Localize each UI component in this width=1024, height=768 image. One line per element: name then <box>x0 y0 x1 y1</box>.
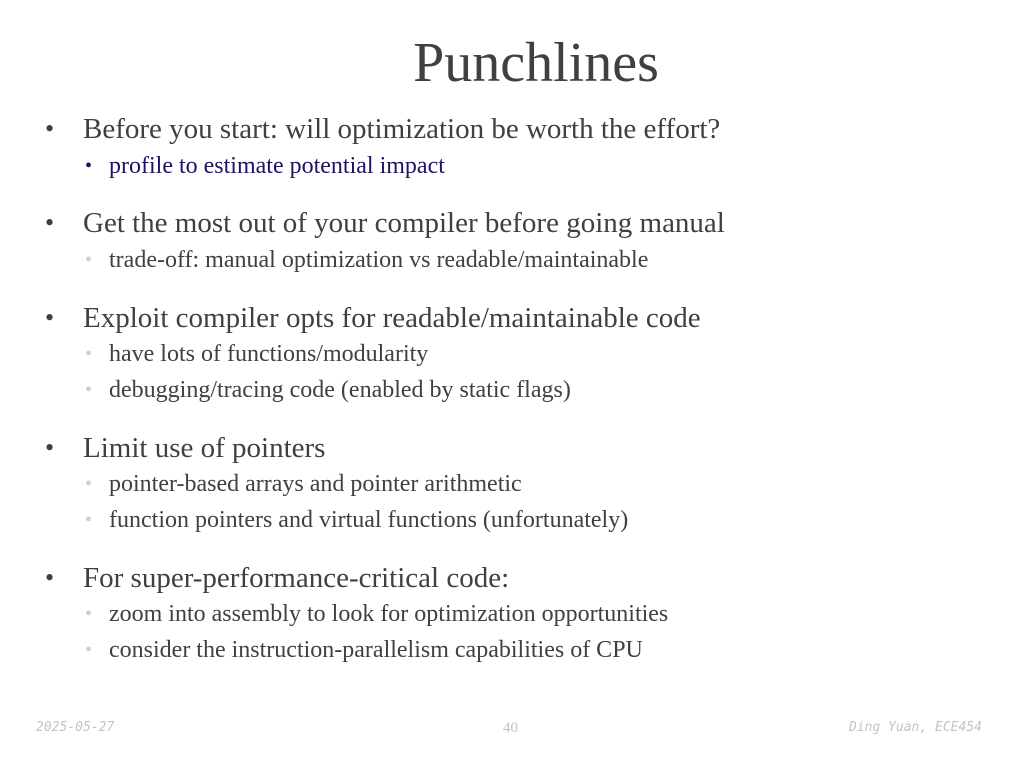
sub-bullet-text: zoom into assembly to look for optimization opportunities <box>109 601 669 627</box>
sub-bullet-dot-icon: • <box>85 155 93 177</box>
bullet-text: Before you start: will optimization be worth the effort? <box>83 113 721 145</box>
footer-date: 2025-05-27 <box>36 720 115 735</box>
bullet-text: Exploit compiler opts for readable/maintainable code <box>83 302 701 334</box>
sub-bullet-item <box>85 245 649 275</box>
sub-bullet-text: have lots of functions/modularity <box>109 341 429 367</box>
sub-bullet-item <box>85 151 445 181</box>
sub-bullet-item <box>85 505 629 535</box>
sub-bullet-item <box>85 635 643 665</box>
bullet-text: Get the most out of your compiler before going manual <box>83 207 725 239</box>
sub-bullet-text: consider the instruction-parallelism capabilities of CPU <box>109 637 643 663</box>
sub-bullet-item <box>85 599 669 629</box>
sub-bullet-item <box>85 375 571 405</box>
bullet-item <box>45 301 701 335</box>
sub-bullet-dot-icon: • <box>85 603 93 625</box>
page-number: 40 <box>503 720 518 736</box>
bullet-item <box>45 206 725 240</box>
sub-bullet-dot-icon: • <box>85 509 93 531</box>
bullet-dot-icon: • <box>45 303 55 332</box>
bullet-dot-icon: • <box>45 563 55 592</box>
sub-bullet-text: profile to estimate potential impact <box>109 153 445 179</box>
slide-title: Punchlines <box>413 32 659 94</box>
sub-bullet-item <box>85 469 522 499</box>
bullet-text: Limit use of pointers <box>83 432 326 464</box>
sub-bullet-text: pointer-based arrays and pointer arithmetic <box>109 471 522 497</box>
sub-bullet-dot-icon: • <box>85 343 93 365</box>
footer-author: Ding Yuan, ECE454 <box>848 720 982 735</box>
bullet-item <box>45 112 721 146</box>
sub-bullet-dot-icon: • <box>85 379 93 401</box>
sub-bullet-item <box>85 339 429 369</box>
bullet-dot-icon: • <box>45 433 55 462</box>
bullet-dot-icon: • <box>45 114 55 143</box>
bullet-text: For super-performance-critical code: <box>83 562 510 594</box>
sub-bullet-text: debugging/tracing code (enabled by static flags) <box>109 377 571 403</box>
sub-bullet-dot-icon: • <box>85 473 93 495</box>
bullet-dot-icon: • <box>45 208 55 237</box>
bullet-item <box>45 431 326 465</box>
sub-bullet-dot-icon: • <box>85 639 93 661</box>
sub-bullet-dot-icon: • <box>85 249 93 271</box>
sub-bullet-text: function pointers and virtual functions (unfortunately) <box>109 507 629 533</box>
sub-bullet-text: trade-off: manual optimization vs readable/maintainable <box>109 247 649 273</box>
bullet-item <box>45 561 510 595</box>
